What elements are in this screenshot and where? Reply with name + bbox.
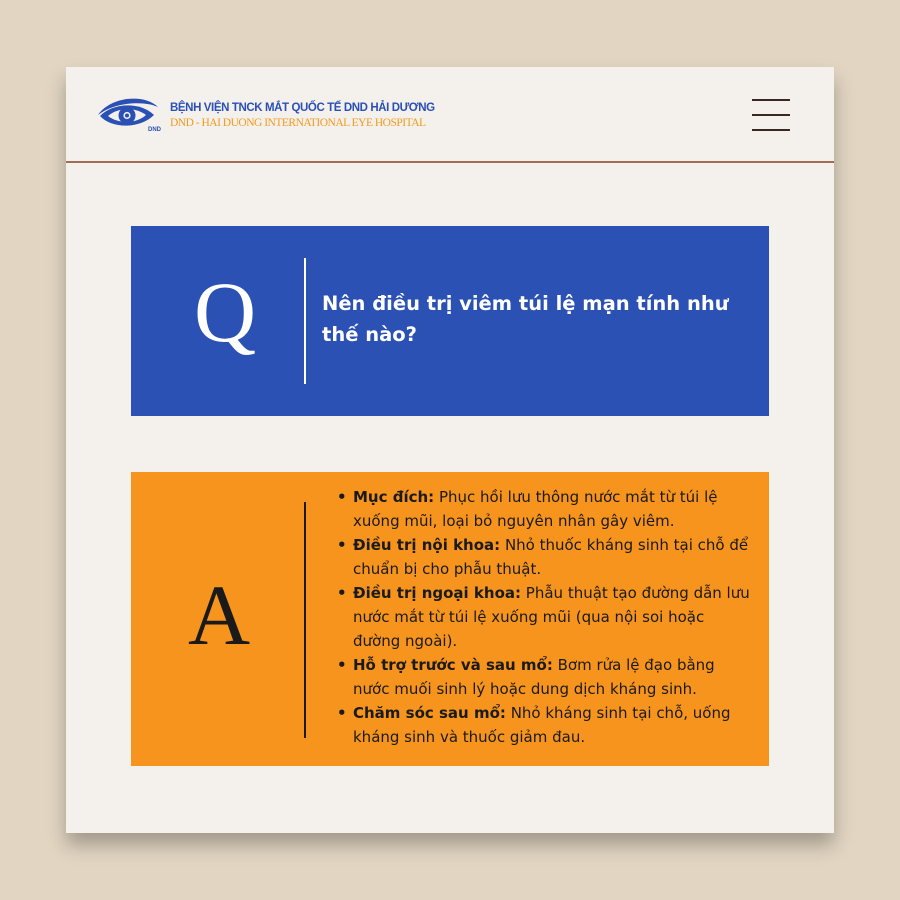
answer-box xyxy=(131,472,769,766)
answer-item xyxy=(331,653,751,701)
hamburger-menu-icon[interactable] xyxy=(752,97,792,133)
answer-text: Bơm rửa lệ đạo bằng nước muối sinh lý hoặc dung dịch kháng sinh. xyxy=(353,656,715,698)
hospital-name-vi: BỆNH VIỆN TNCK MẮT QUỐC TẾ DND HẢI DƯƠNG xyxy=(170,102,435,114)
bullet: • xyxy=(337,704,347,722)
answer-term: Điều trị nội khoa: xyxy=(353,536,501,554)
answer-term: Mục đích: xyxy=(353,488,435,506)
menu-bar xyxy=(752,99,790,101)
eye-icon xyxy=(96,93,162,135)
question-letter: Q xyxy=(193,264,257,360)
question-text: Nên điều trị viêm túi lệ mạn tính như thế nào? xyxy=(322,292,729,346)
answer-list xyxy=(331,485,751,749)
hospital-logo[interactable] xyxy=(96,93,162,135)
menu-bar xyxy=(752,114,790,116)
answer-item xyxy=(331,533,751,581)
menu-bar xyxy=(752,129,790,131)
content-card xyxy=(66,67,834,833)
logo-badge: DND xyxy=(148,127,161,133)
answer-term: Hỗ trợ trước và sau mổ: xyxy=(353,656,553,674)
answer-item xyxy=(331,701,751,749)
answer-item xyxy=(331,581,751,653)
question-divider xyxy=(304,258,306,384)
answer-divider xyxy=(304,502,306,738)
question-box xyxy=(131,226,769,416)
bullet: • xyxy=(337,656,347,674)
hospital-name xyxy=(170,103,435,129)
answer-text: Phẫu thuật tạo đường dẫn lưu nước mắt từ túi lệ xuống mũi (qua nội soi hoặc đường ngoài). xyxy=(353,584,750,650)
answer-text: Nhỏ thuốc kháng sinh tại chỗ để chuẩn bị cho phẫu thuật. xyxy=(353,536,749,578)
header-divider xyxy=(66,161,834,163)
site-header xyxy=(66,67,834,161)
answer-text: Nhỏ kháng sinh tại chỗ, uống kháng sinh và thuốc giảm đau. xyxy=(353,704,731,746)
answer-item xyxy=(331,485,751,533)
bullet: • xyxy=(337,584,347,602)
bullet: • xyxy=(337,536,347,554)
answer-term: Chăm sóc sau mổ: xyxy=(353,704,506,722)
answer-letter: A xyxy=(187,567,251,663)
answer-text: Phục hồi lưu thông nước mắt từ túi lệ xuống mũi, loại bỏ nguyên nhân gây viêm. xyxy=(353,488,718,530)
answer-term: Điều trị ngoại khoa: xyxy=(353,584,522,602)
bullet: • xyxy=(337,488,347,506)
hospital-name-en: DND - HAI DUONG INTERNATIONAL EYE HOSPITAL xyxy=(170,116,426,129)
